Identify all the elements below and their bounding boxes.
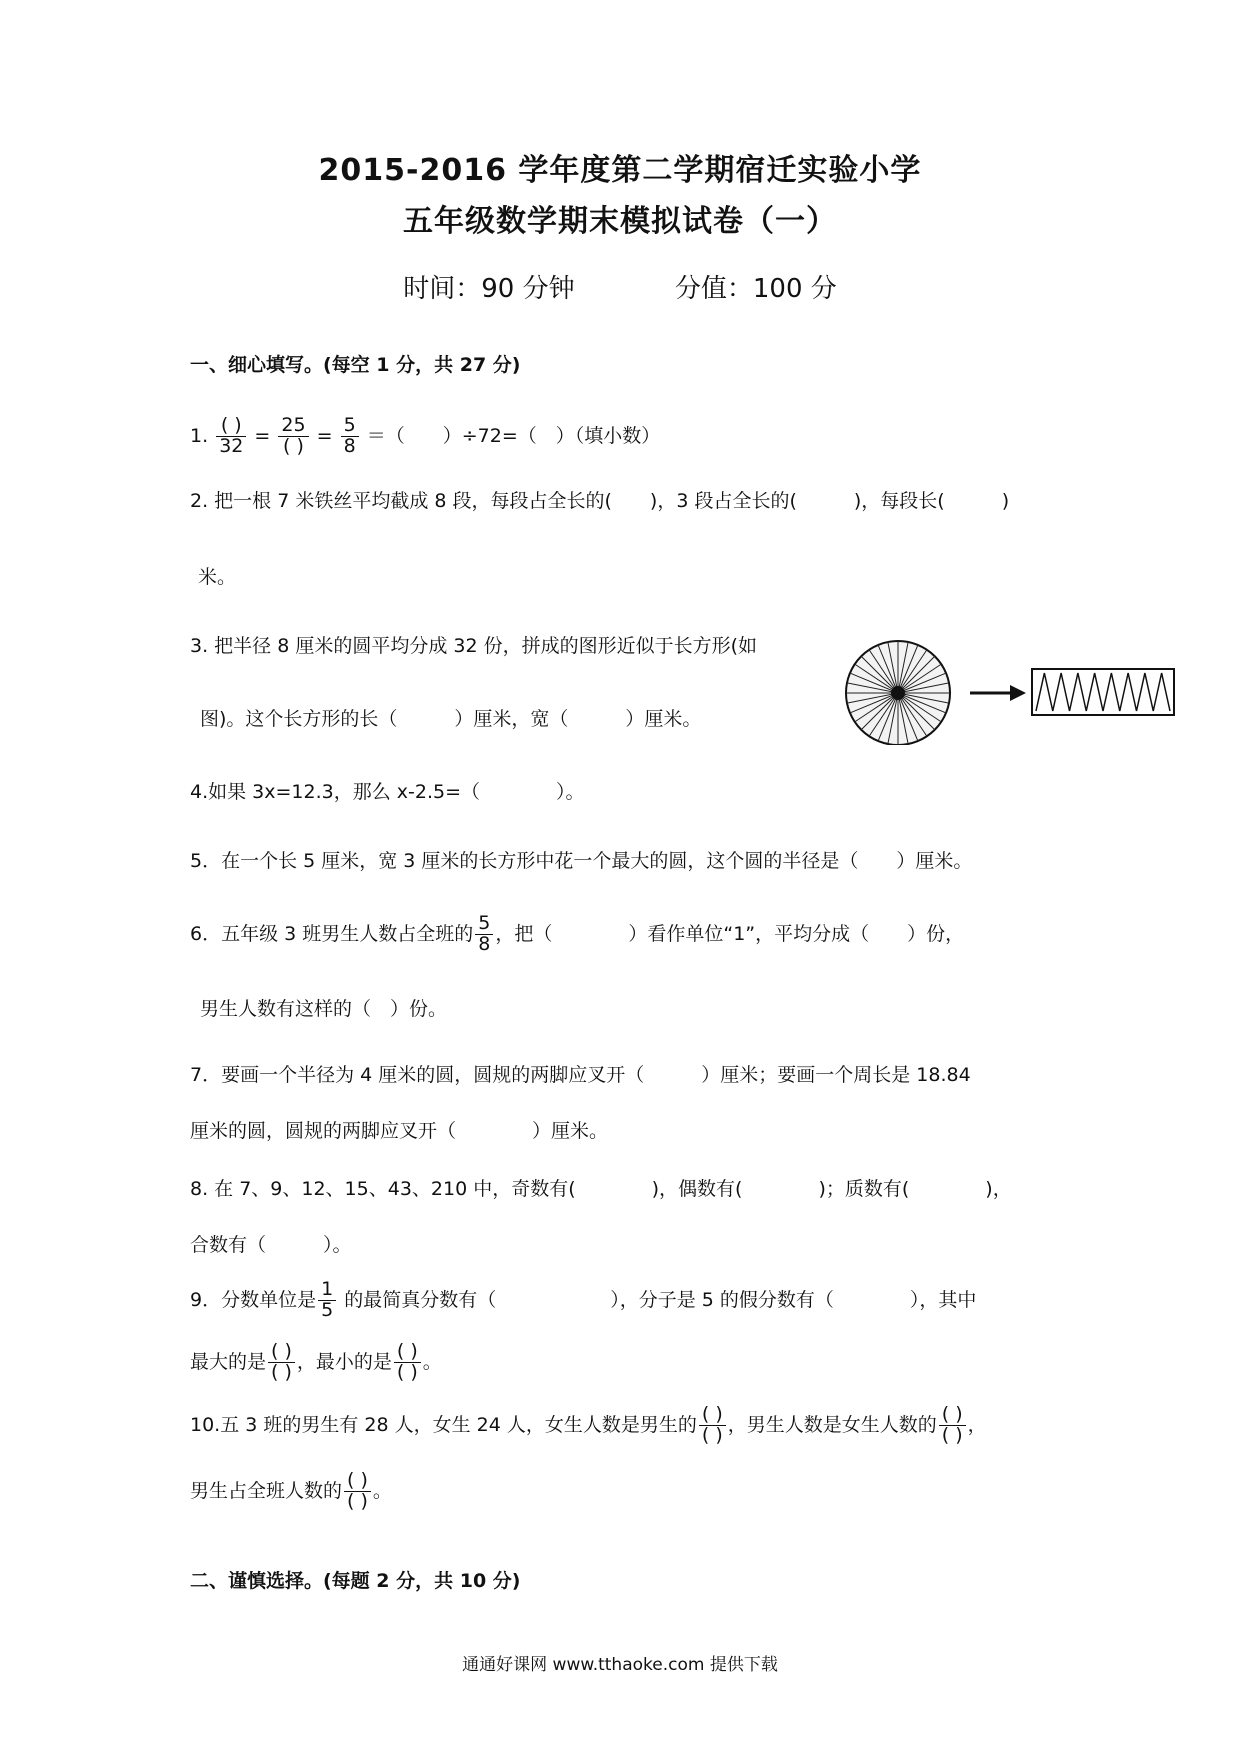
q1-f2-denominator: ( ) (283, 434, 304, 457)
question-7-line2: 厘米的圆，圆规的两脚应叉开（ ）厘米。 (190, 1120, 609, 1142)
divided-circle-icon (846, 641, 950, 745)
q10-f2-denominator: ( ) (941, 1423, 963, 1446)
q6-fraction (475, 914, 493, 955)
q10-part-c: ， (967, 1413, 987, 1436)
q1-rest: ＝（ ）÷72=（ ）（填小数） (366, 424, 661, 447)
q10-part-b: ，男生人数是女生人数的 (727, 1413, 937, 1436)
footer-credit: 通通好课网 www.tthaoke.com 提供下载 (462, 1655, 778, 1675)
q1-f1-denominator: 32 (219, 434, 244, 457)
q10-f1-denominator: ( ) (701, 1423, 723, 1446)
q9-suffix: 的最简真分数有（ ），分子是 5 的假分数有（ ），其中 (338, 1288, 977, 1311)
q10-line2-end: 。 (372, 1479, 392, 1502)
q6-denominator: 8 (478, 932, 491, 955)
q10-f1-numerator: ( ) (699, 1405, 726, 1426)
q10-fraction-2 (939, 1405, 966, 1446)
q6-suffix: ，把（ ）看作单位“1”，平均分成（ ）份， (495, 922, 965, 945)
q9-smallest-label: ，最小的是 (296, 1350, 392, 1373)
q10-f2-numerator: ( ) (939, 1405, 966, 1426)
q1-f2-numerator: 25 (278, 416, 308, 437)
exam-score: 分值：100 分 (674, 274, 837, 304)
question-5: 5．在一个长 5 厘米，宽 3 厘米的长方形中花一个最大的圆，这个圆的半径是（ ）厘米。 (190, 850, 973, 872)
q9-prefix: 9．分数单位是 (190, 1288, 317, 1311)
rearranged-rectangle-icon (1032, 669, 1174, 715)
arrow-icon (970, 685, 1026, 701)
q10-f3-denominator: ( ) (347, 1489, 368, 1512)
q1-number: 1. (190, 424, 209, 447)
q1-fraction-1 (216, 416, 246, 457)
q1-f3-numerator: 5 (341, 416, 359, 437)
question-4: 4.如果 3x=12.3，那么 x-2.5=（ ）。 (190, 781, 585, 803)
q10-f3-numerator: ( ) (344, 1471, 371, 1492)
q9-smallest-numerator: ( ) (394, 1342, 421, 1363)
question-1 (190, 416, 660, 457)
q9-largest-label: 最大的是 (190, 1350, 267, 1373)
q10-fraction-1 (699, 1405, 726, 1446)
section2-heading: 二、谨慎选择。(每题 2 分，共 10 分) (190, 1570, 521, 1592)
q9-fraction (318, 1280, 336, 1321)
exam-time: 时间：90 分钟 (403, 274, 575, 304)
question-9-line2 (190, 1342, 442, 1383)
q10-fraction-3 (344, 1471, 371, 1512)
question-10-line1 (190, 1405, 987, 1446)
exam-title-line1: 2015-2016 学年度第二学期宿迁实验小学 (318, 153, 922, 188)
q9-denominator: 5 (321, 1298, 334, 1321)
question-10-line2 (190, 1471, 392, 1512)
question-6-line1 (190, 914, 964, 955)
question-6-line2: 男生人数有这样的（ ）份。 (200, 998, 448, 1020)
question-8-line1: 8. 在 7、9、12、15、43、210 中，奇数有( )，偶数有( )；质数有( )， (190, 1178, 1012, 1200)
exam-meta (0, 268, 1240, 305)
question-9-line1 (190, 1280, 976, 1321)
q9-largest-numerator: ( ) (268, 1342, 295, 1363)
q9-numerator: 1 (318, 1280, 336, 1301)
q1-f3-denominator: 8 (343, 434, 356, 457)
question-8-line2: 合数有（ ）。 (190, 1234, 352, 1256)
q6-prefix: 6．五年级 3 班男生人数占全班的 (190, 922, 474, 945)
exam-title-line2: 五年级数学期末模拟试卷（一） (403, 204, 837, 239)
question-3-line2: 图)。这个长方形的长（ ）厘米，宽（ ）厘米。 (200, 708, 702, 730)
q1-fraction-2 (278, 416, 308, 457)
q6-numerator: 5 (475, 914, 493, 935)
q9-smallest-fraction (394, 1342, 421, 1383)
q10-line2-text: 男生占全班人数的 (190, 1479, 343, 1502)
q1-f1-numerator: ( ) (216, 416, 246, 437)
q1-fraction-3 (341, 416, 359, 457)
q1-equals-1: = (254, 424, 271, 447)
question-3-line1: 3. 把半径 8 厘米的圆平均分成 32 份，拼成的图形近似于长方形(如 (190, 635, 758, 657)
q1-equals-2: = (316, 424, 333, 447)
q9-end: 。 (422, 1350, 442, 1373)
section1-heading: 一、细心填写。(每空 1 分，共 27 分) (190, 354, 521, 376)
question-2-line2: 米。 (198, 566, 237, 588)
circle-to-rectangle-figure (840, 625, 1190, 745)
q9-smallest-denominator: ( ) (396, 1360, 418, 1383)
q9-largest-fraction (268, 1342, 295, 1383)
q10-part-a: 10.五 3 班的男生有 28 人，女生 24 人，女生人数是男生的 (190, 1413, 697, 1436)
q9-largest-denominator: ( ) (271, 1360, 292, 1383)
question-2-line1: 2. 把一根 7 米铁丝平均截成 8 段，每段占全长的( )，3 段占全长的( )，每段长( ) (190, 490, 1010, 512)
question-7-line1: 7．要画一个半径为 4 厘米的圆，圆规的两脚应叉开（ ）厘米；要画一个周长是 18.84 (190, 1064, 971, 1086)
